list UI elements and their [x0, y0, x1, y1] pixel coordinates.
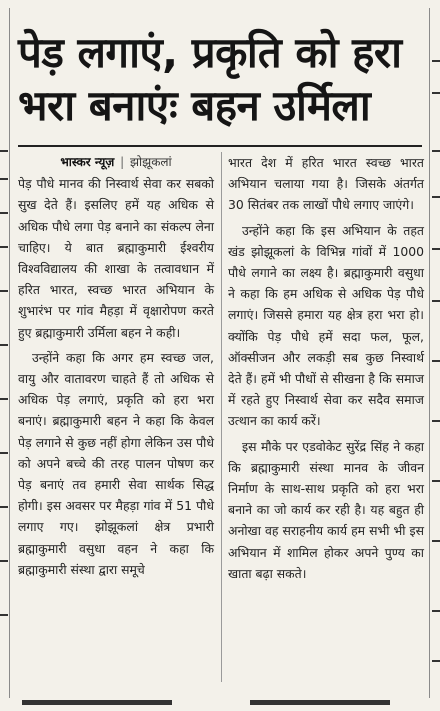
text-fragment: [0, 506, 8, 508]
text-fragment: [432, 150, 440, 152]
text-fragment: [432, 196, 440, 198]
text-fragment: [0, 452, 8, 454]
text-fragment: [432, 92, 440, 94]
byline-agency: भास्कर न्यूज़: [60, 155, 115, 169]
adjacent-article-left-edge: [0, 0, 12, 711]
text-fragment: [432, 420, 440, 422]
byline-separator: |: [120, 155, 125, 169]
text-fragment: [432, 660, 440, 662]
headline-line-1: पेड़ लगाएं, प्रकृति को हरा: [18, 28, 402, 77]
text-fragment: [0, 398, 8, 400]
text-fragment: [432, 300, 440, 302]
text-fragment: [432, 248, 440, 250]
byline-place: झोझूकलां: [129, 155, 172, 169]
paragraph: इस मौके पर एडवोकेट सुरेंद्र सिंह ने कहा कि ब्रह्माकुमारी संस्था मानव के जीवन निर्माण के साथ-साथ प्रकृति को हरा भरा बनाने का जो कार्य कर रही है। यह बहुत ही अनोखा वह सराहनीय कार्य हम सभी भी इस अभियान में शामिल होकर अपने पुण्य का खाता बढ़ा सकते।: [228, 438, 424, 581]
text-fragment: [0, 290, 8, 292]
text-fragment: [0, 150, 8, 152]
text-fragment: [0, 212, 8, 214]
text-fragment: [432, 480, 440, 482]
paragraph: उन्होंने कहा कि अगर हम स्वच्छ जल, वायु और वातावरण चाहते हैं तो अधिक से अधिक पेड़ लगाएं, प्रकृति को हरा भरा बनाएं। ब्रह्माकुमारी बहन ने कहा कि केवल पेड़ लगाने से कुछ नहीं होगा लेकिन उस पौधे को अपने बच्चे की तरह पालन पोषण कर पेड़ बनाएं तव हमारी सेवा सार्थक सिद्ध होगी। इस अवसर पर मैहड़ा गांव में 51 पौधे लगाए गए। झोझूकलां क्षेत्र प्रभारी ब्रह्माकुमारी वसुधा वहन ने कहा कि ब्रह्माकुमारी संस्था द्वारा समूचे: [18, 349, 214, 577]
text-fragment: [0, 246, 8, 248]
column-divider: [221, 152, 222, 682]
text-fragment: [432, 610, 440, 612]
next-headline-fragment: [22, 700, 172, 705]
text-fragment: [432, 360, 440, 362]
headline-line-2: भरा बनाएंः बहन उर्मिला: [18, 81, 371, 130]
text-fragment: [0, 614, 8, 616]
byline: [18, 152, 214, 173]
paragraph: उन्होंने कहा कि इस अभियान के तहत खंड झोझूकलां के विभिन्न गांवों में 1000 पौधे लगाने का लक्ष्य है। ब्रह्माकुमारी वसुधा ने कहा कि हम अधिक से अधिक पेड़ पौधे लगाएं। जिससे हमारा यह क्षेत्र हरा भरा हो। क्योंकि पेड़ पौधे हमें सदा फल, फूल, ऑक्सीजन और लकड़ी सब कुछ निस्वार्थ देते हैं। हमें भी पौधों से सीखना है कि समाज में रहते हुए निस्वार्थ सेवा कर सदैव समाज उत्थान का कार्य करें।: [228, 222, 424, 429]
article-column-right: [228, 152, 424, 588]
text-fragment: [0, 178, 8, 180]
paragraph: भारत देश में हरित भारत स्वच्छ भारत अभियान चलाया गया है। जिसके अंतर्गत 30 सितंबर तक लाखों पौधे लगाए जाएंगे।: [228, 155, 424, 213]
text-fragment: [0, 560, 8, 562]
article-column-left: [18, 152, 214, 584]
adjacent-article-right-edge: [428, 0, 440, 711]
paragraph: पेड़ पौधे मानव की निस्वार्थ सेवा कर सबको सुख देते हैं। इसलिए हमें यह अधिक से अधिक पौधे लगा पेड़ बनाने का संकल्प लेना चाहिए। ये बात ब्रह्माकुमारी ईश्वरीय विश्वविद्यालय की शाखा के तत्वावधान में हरित भारत, स्वच्छ भारत अभियान के शुभारंभ पर गांव मैहड़ा में वृक्षारोपण करते हुए ब्रह्माकुमारी उर्मिला बहन ने कही।: [18, 176, 214, 340]
text-fragment: [432, 60, 440, 62]
text-fragment: [432, 540, 440, 542]
headline-underline: [18, 145, 422, 147]
next-headline-fragment: [250, 700, 390, 705]
headline: [18, 26, 422, 132]
column-rule-left: [9, 8, 10, 698]
column-rule-right: [429, 8, 430, 698]
text-fragment: [0, 344, 8, 346]
